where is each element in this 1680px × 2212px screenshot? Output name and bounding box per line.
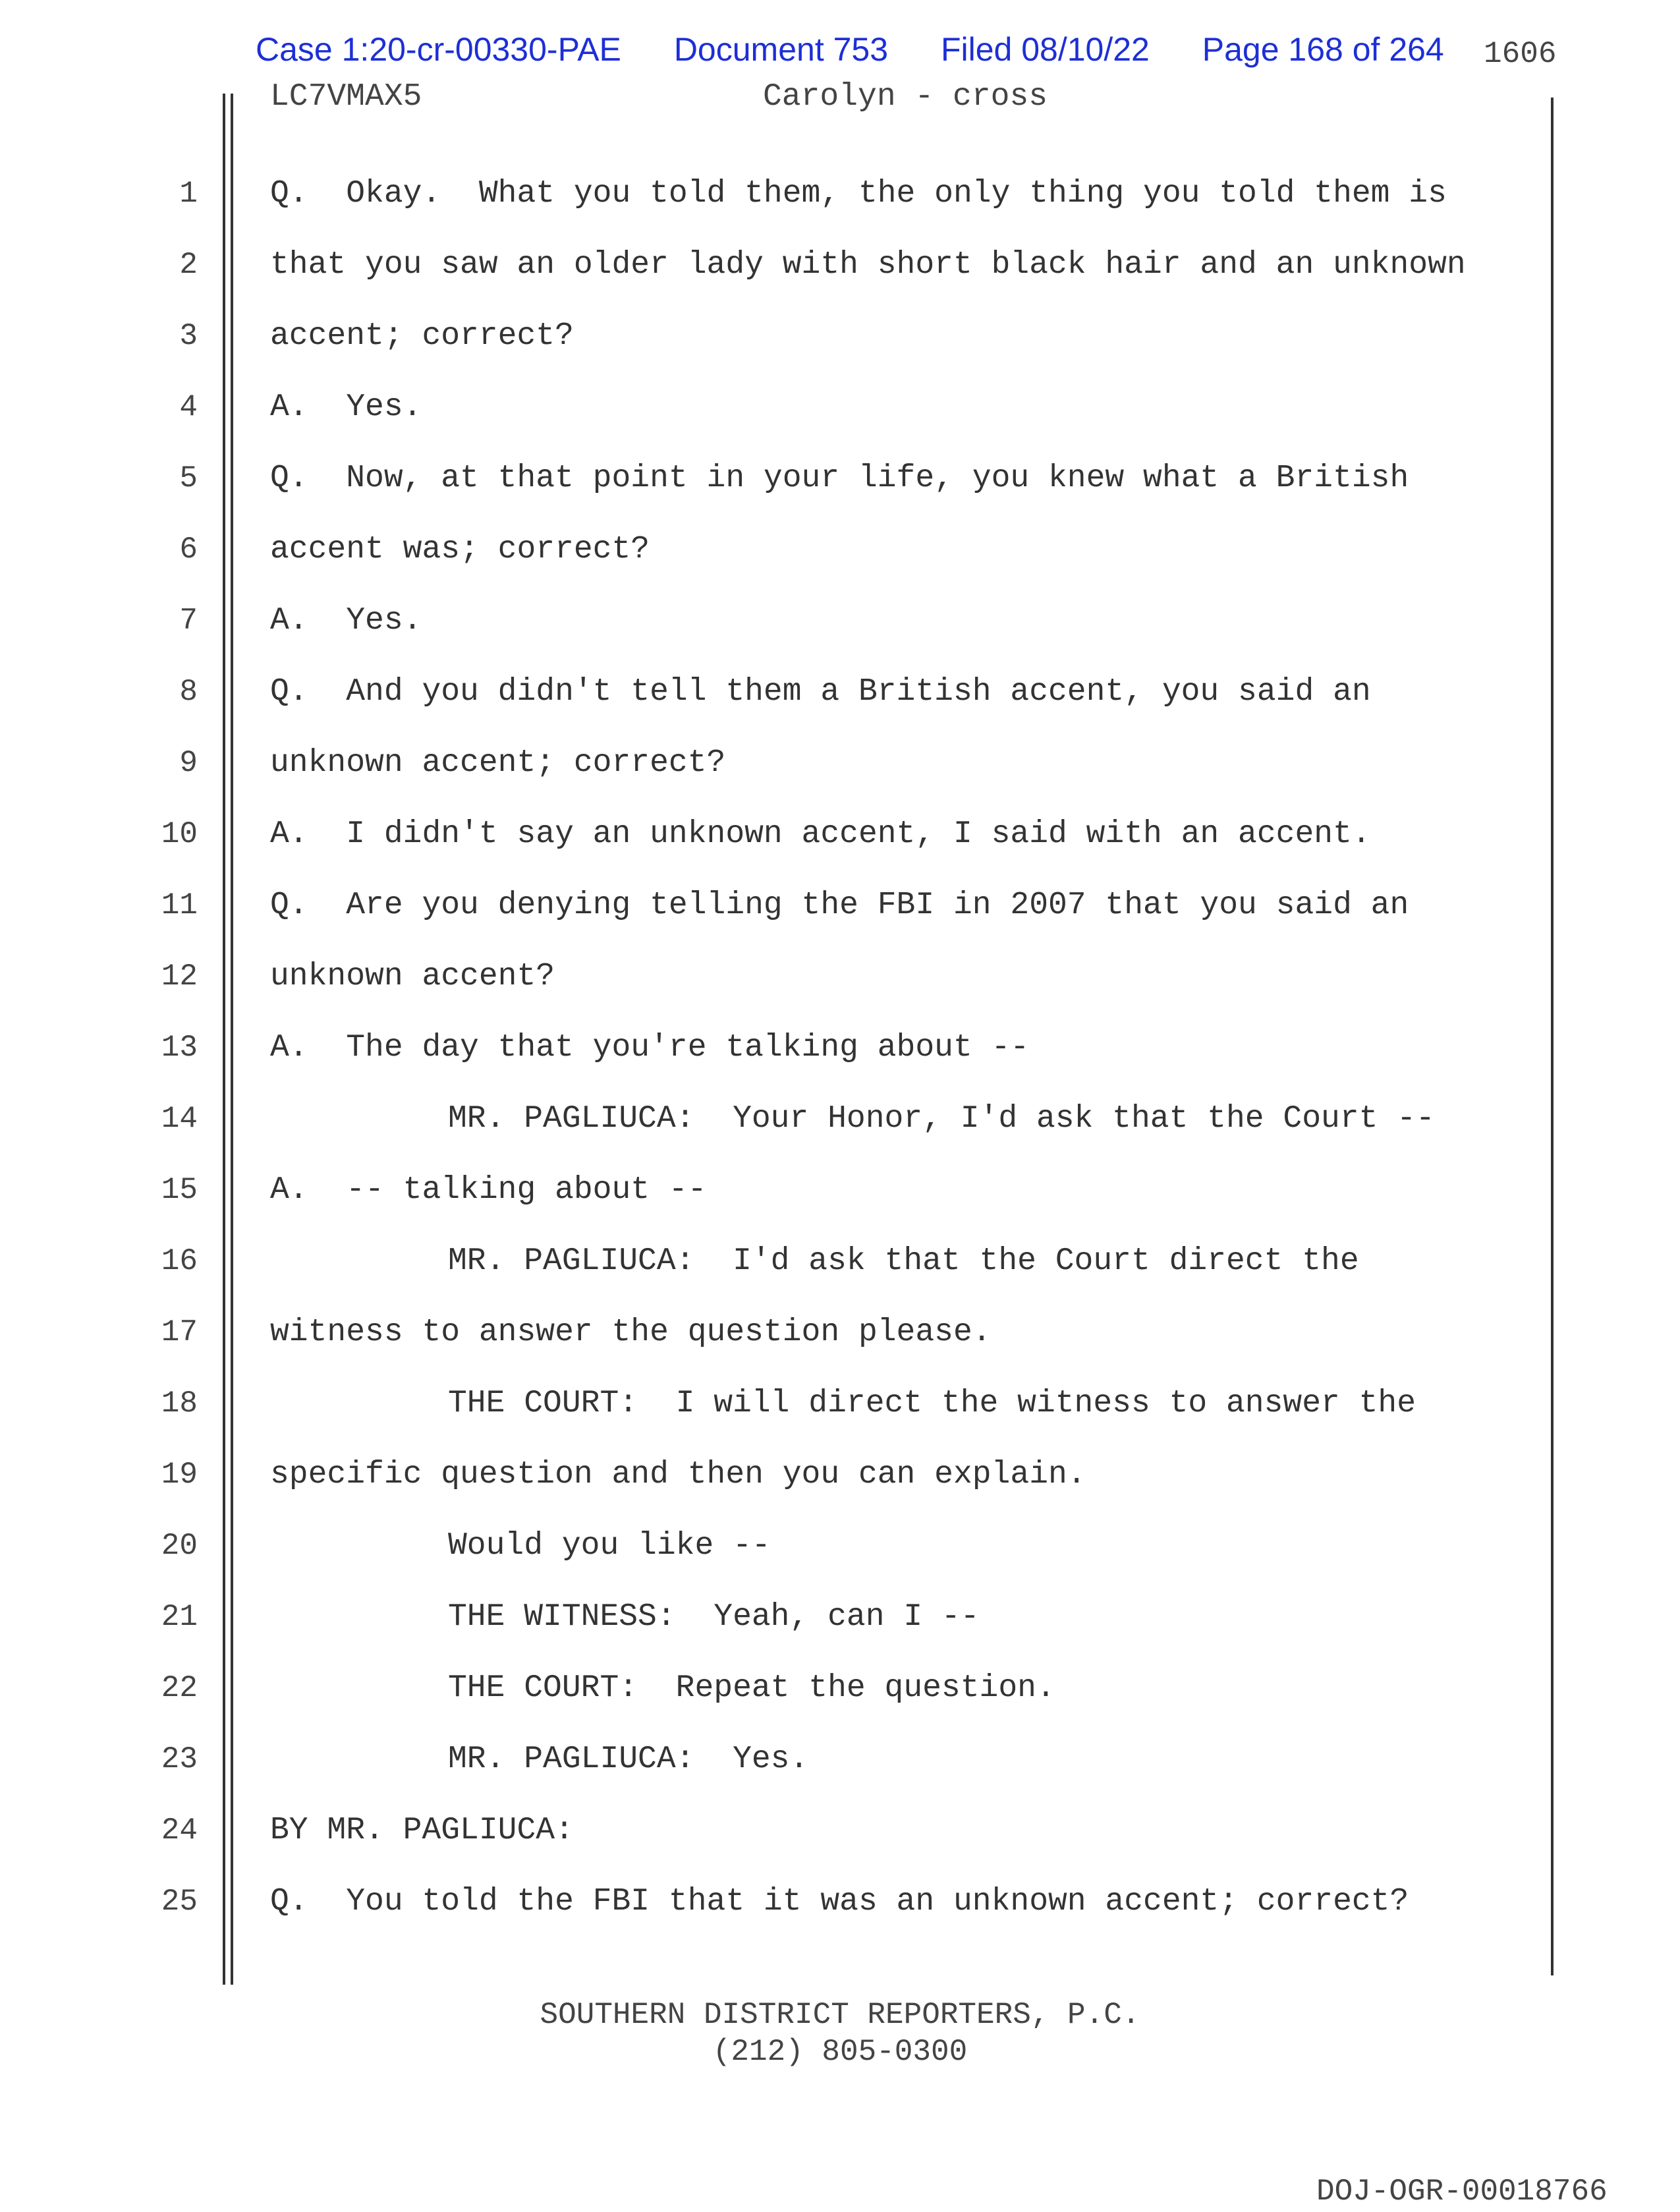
bates-number: DOJ-OGR-00018766 (1316, 2174, 1608, 2209)
transcript-line: unknown accent; correct? (270, 745, 726, 781)
transcript-line-speaker: THE WITNESS: Yeah, can I -- (448, 1599, 980, 1635)
line-number: 23 (161, 1742, 198, 1776)
transcript-line: A. -- talking about -- (270, 1172, 707, 1208)
line-number: 3 (179, 319, 198, 353)
transcript-line: BY MR. PAGLIUCA: (270, 1813, 574, 1848)
line-number: 4 (179, 390, 198, 424)
transcript-line: Q. Are you denying telling the FBI in 2007 that you said an (270, 888, 1409, 923)
right-margin-rule (1551, 98, 1554, 1975)
transcript-line-speaker: THE COURT: I will direct the witness to answer the (448, 1386, 1416, 1421)
transcript-line: Q. Okay. What you told them, the only thing you told them is (270, 176, 1447, 212)
transcript-line: accent was; correct? (270, 532, 650, 567)
line-number: 5 (179, 461, 198, 496)
transcript-line: A. Yes. (270, 603, 422, 638)
transcript-line-speaker: THE COURT: Repeat the question. (448, 1670, 1055, 1706)
transcript-line-speaker: Would you like -- (448, 1528, 771, 1564)
transcript-page-number: 1606 (1484, 37, 1557, 71)
line-number: 6 (179, 532, 198, 567)
reporter-name: SOUTHERN DISTRICT REPORTERS, P.C. (540, 1998, 1140, 2032)
document-number: Document 753 (673, 31, 889, 68)
case-code: LC7VMAX5 (270, 79, 422, 115)
line-number: 10 (161, 817, 198, 851)
transcript-body (270, 173, 1535, 1952)
witness-label: Carolyn - cross (763, 79, 1048, 115)
transcript-line: A. I didn't say an unknown accent, I said with an accent. (270, 816, 1371, 852)
line-number: 11 (161, 888, 198, 922)
left-margin-rule-inner (231, 94, 233, 1985)
transcript-line: A. Yes. (270, 389, 422, 425)
transcript-line: specific question and then you can explain. (270, 1457, 1086, 1492)
line-number: 1 (179, 177, 198, 211)
line-number: 16 (161, 1244, 198, 1278)
transcript-line: A. The day that you're talking about -- (270, 1030, 1030, 1065)
line-number: 7 (179, 604, 198, 638)
transcript-line: unknown accent? (270, 959, 555, 994)
line-number: 22 (161, 1671, 198, 1705)
transcript-line-speaker: MR. PAGLIUCA: Yes. (448, 1742, 809, 1777)
transcript-line: accent; correct? (270, 318, 574, 354)
page-indicator: Page 168 of 264 (1202, 31, 1444, 68)
line-number: 14 (161, 1102, 198, 1136)
line-number: 15 (161, 1173, 198, 1207)
line-number: 24 (161, 1813, 198, 1848)
transcript-line: Q. Now, at that point in your life, you knew what a British (270, 461, 1409, 496)
transcript-line-speaker: MR. PAGLIUCA: I'd ask that the Court direct the (448, 1243, 1359, 1279)
transcript-line: Q. You told the FBI that it was an unknown accent; correct? (270, 1884, 1409, 1919)
transcript-line: that you saw an older lady with short black hair and an unknown (270, 247, 1466, 283)
line-number: 8 (179, 675, 198, 709)
reporter-phone: (212) 805-0300 (712, 2035, 968, 2069)
left-margin-rule (223, 94, 225, 1985)
transcript-line-speaker: MR. PAGLIUCA: Your Honor, I'd ask that the Court -- (448, 1101, 1435, 1137)
line-number: 25 (161, 1885, 198, 1919)
line-number-column (132, 173, 198, 1952)
line-number: 12 (161, 959, 198, 994)
line-number: 20 (161, 1529, 198, 1563)
line-number: 21 (161, 1600, 198, 1634)
filed-date: Filed 08/10/22 (940, 31, 1150, 68)
line-number: 19 (161, 1458, 198, 1492)
line-number: 17 (161, 1315, 198, 1349)
reporter-footer (0, 1997, 1680, 2070)
line-number: 9 (179, 746, 198, 780)
line-number: 2 (179, 248, 198, 282)
case-number: Case 1:20-cr-00330-PAE (256, 31, 621, 68)
line-number: 13 (161, 1031, 198, 1065)
case-header (256, 30, 1444, 69)
transcript-line: Q. And you didn't tell them a British accent, you said an (270, 674, 1371, 710)
transcript-line: witness to answer the question please. (270, 1315, 992, 1350)
line-number: 18 (161, 1386, 198, 1421)
